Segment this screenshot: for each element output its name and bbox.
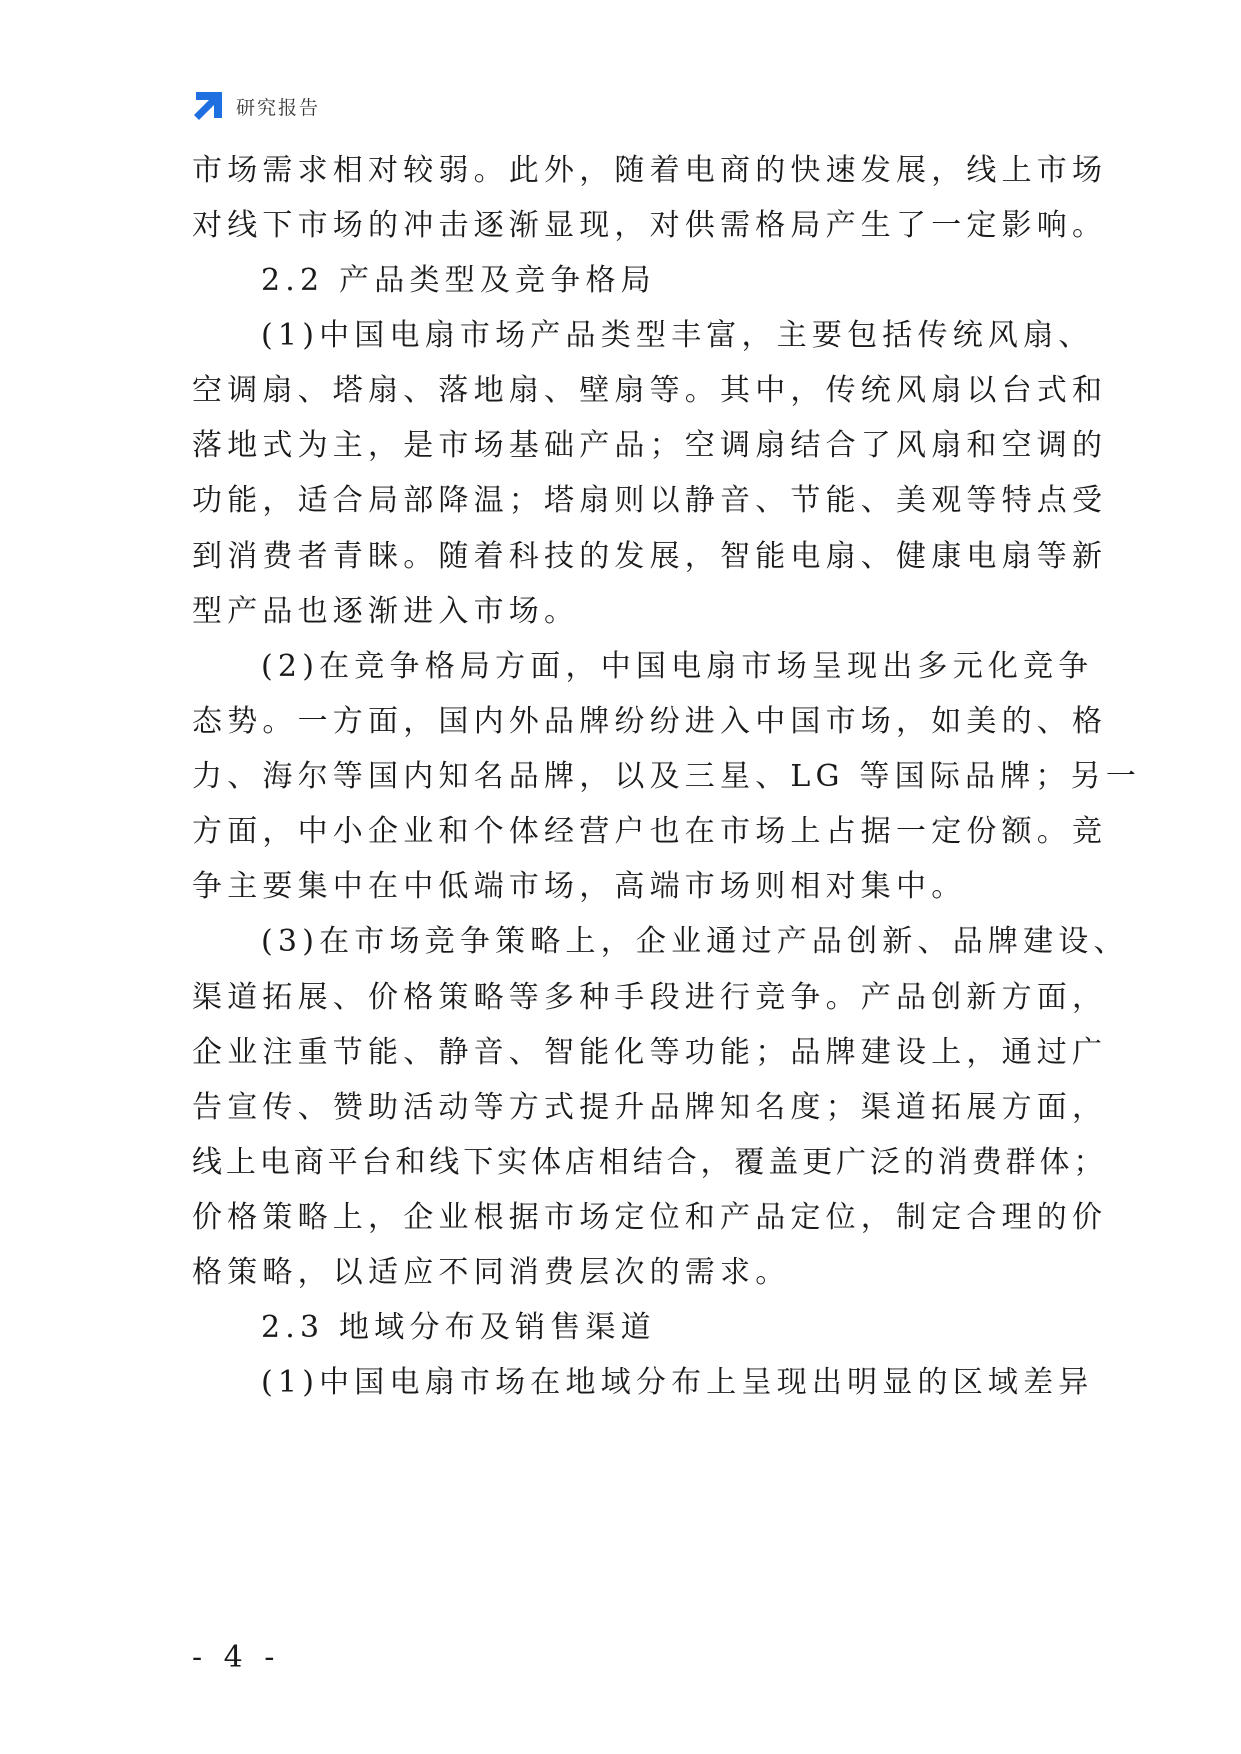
paragraph-line: 告宣传、赞助活动等方式提升品牌知名度；渠道拓展方面， [192, 1090, 1108, 1125]
paragraph-line: (1)中国电扇市场在地域分布上呈现出明显的区域差异 [261, 1365, 1094, 1400]
page-number: - 4 - [192, 1640, 281, 1675]
paragraph-line: 空调扇、塔扇、落地扇、壁扇等。其中，传统风扇以台式和 [192, 373, 1108, 408]
paragraph-line: 价格策略上，企业根据市场定位和产品定位，制定合理的价 [192, 1200, 1108, 1235]
paragraph-line: (2)在竞争格局方面，中国电扇市场呈现出多元化竞争 [261, 649, 1094, 684]
paragraph-line: 力、海尔等国内知名品牌，以及三星、LG 等国际品牌；另一 [192, 759, 1142, 794]
paragraph-line: 落地式为主，是市场基础产品；空调扇结合了风扇和空调的 [192, 428, 1108, 463]
paragraph-line: 型产品也逐渐进入市场。 [192, 594, 580, 629]
paragraph-line: 功能，适合局部降温；塔扇则以静音、节能、美观等特点受 [192, 483, 1108, 518]
paragraph-line: 企业注重节能、静音、智能化等功能；品牌建设上，通过广 [192, 1035, 1108, 1070]
paragraph-line: 市场需求相对较弱。此外，随着电商的快速发展，线上市场 [192, 153, 1108, 188]
paragraph-line: 方面，中小企业和个体经营户也在市场上占据一定份额。竞 [192, 814, 1108, 849]
paragraph-line: 态势。一方面，国内外品牌纷纷进入中国市场，如美的、格 [192, 704, 1108, 739]
section-heading: 2.2 产品类型及竞争格局 [261, 263, 656, 298]
paragraph-line: 对线下市场的冲击逐渐显现，对供需格局产生了一定影响。 [192, 208, 1108, 243]
section-heading: 2.3 地域分布及销售渠道 [261, 1310, 656, 1345]
paragraph-line: 到消费者青睐。随着科技的发展，智能电扇、健康电扇等新 [192, 539, 1108, 574]
paragraph-line: 格策略，以适应不同消费层次的需求。 [192, 1255, 791, 1290]
paragraph-line: 渠道拓展、价格策略等多种手段进行竞争。产品创新方面， [192, 980, 1108, 1015]
paragraph-line: 争主要集中在中低端市场，高端市场则相对集中。 [192, 869, 967, 904]
paragraph-line: (3)在市场竞争策略上，企业通过产品创新、品牌建设、 [261, 924, 1129, 959]
paragraph-line: 线上电商平台和线下实体店相结合，覆盖更广泛的消费群体； [192, 1145, 1108, 1180]
arrow-up-right-icon [190, 88, 226, 124]
paragraph-line: (1)中国电扇市场产品类型丰富，主要包括传统风扇、 [261, 318, 1094, 353]
page-header [190, 88, 320, 124]
header-title: 研究报告 [236, 96, 321, 119]
